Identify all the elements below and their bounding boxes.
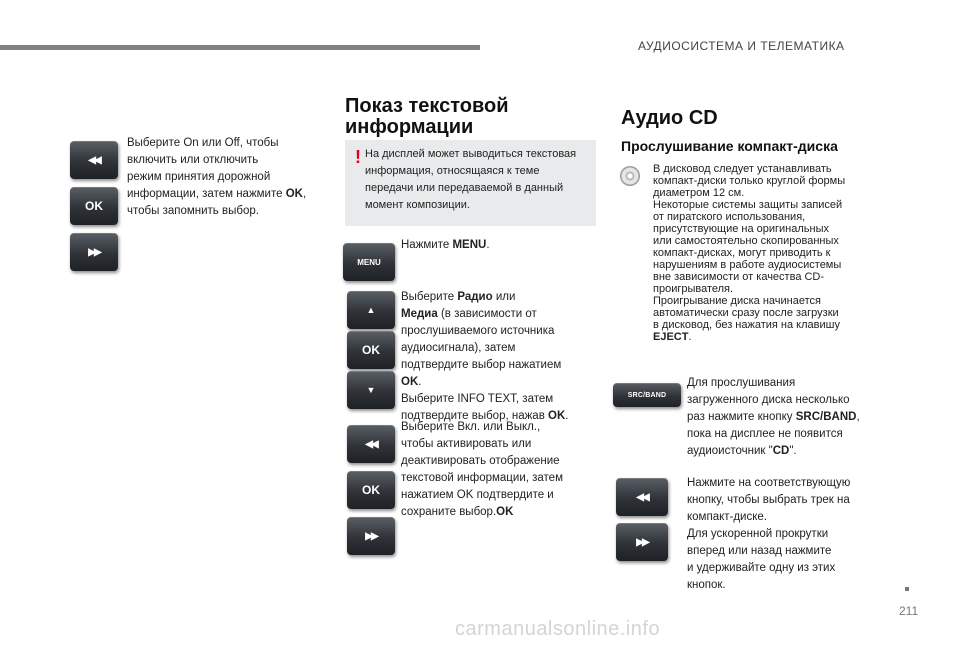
warning-icon: !: [355, 147, 361, 167]
cd-icon: [620, 166, 640, 186]
section-title: АУДИОСИСТЕМА И ТЕЛЕМАТИКА: [638, 39, 845, 53]
rewind-button[interactable]: [347, 425, 395, 463]
src-band-text: Для прослушивания загруженного диска несколько раз нажмите кнопку SRC/BAND, пока на дисплее не появится аудиоисточник "CD".: [687, 377, 860, 457]
down-arrow-icon: ▼: [366, 385, 376, 395]
watermark: carmanualsonline.info: [455, 618, 661, 640]
page-marker: [905, 587, 909, 591]
text-info-title: Показ текстовой информации: [345, 95, 509, 138]
up-button[interactable]: [347, 291, 395, 329]
rewind-icon: ◀◀: [365, 438, 377, 450]
ok-button[interactable]: OK: [347, 471, 395, 509]
step-menu-text: Нажмите MENU.: [401, 239, 490, 251]
ok-button[interactable]: OK: [347, 331, 395, 369]
rewind-icon: ◀◀: [636, 491, 648, 503]
warning-box: ! На дисплей может выводиться текстовая информация, относящаяся к теме передачи или передаваемой в данный момент композиции.: [345, 140, 596, 226]
rewind-button[interactable]: [70, 141, 118, 179]
audio-cd-title: Аудио CD: [621, 107, 718, 129]
step-select-text: Выберите Радио или Медиа (в зависимости от прослушиваемого источника аудиосигнала), затем подтвердите выбор нажатием OK. Выберите INFO TEXT, затем подтвердите выбор, нажав OK.: [401, 291, 569, 422]
step-toggle-text: Выберите Вкл. или Выкл., чтобы активировать или деактивировать отображение текстовой информации, затем нажатием OK подтвердите и сохраните выбор.OK: [401, 421, 563, 518]
forward-button[interactable]: [347, 517, 395, 555]
header-bar: [0, 45, 480, 50]
page-number: 211: [899, 604, 919, 618]
forward-button[interactable]: [616, 523, 668, 561]
forward-icon: ▶▶: [365, 530, 377, 542]
ok-button[interactable]: OK: [70, 187, 118, 225]
src-band-button[interactable]: SRC/BAND: [613, 383, 681, 407]
up-arrow-icon: ▲: [366, 305, 376, 315]
rewind-button[interactable]: [616, 478, 668, 516]
rewind-icon: ◀◀: [88, 154, 100, 166]
down-button[interactable]: [347, 371, 395, 409]
forward-icon: ▶▶: [636, 536, 648, 548]
left-instructions: Выберите On или Off, чтобы включить или отключить режим принятия дорожной информации, затем нажмите OK, чтобы запомнить выбор.: [127, 137, 307, 217]
track-select-text: Нажмите на соответствующую кнопку, чтобы выбрать трек на компакт-диске. Для ускоренной прокрутки вперед или назад нажмите и удерживайте одну из этих кнопок.: [687, 477, 851, 591]
cd-info-text: В дисковод следует устанавливать компакт-диски только круглой формы диаметром 12 см. Некоторые системы защиты записей от пиратского использования, присутствующие на оригинальных или самостоятельно скопированных компакт-дисках, могут приводить к нарушениям в работе аудиосистемы вне зависимости от качества CD- проигрывателя. Проигрывание диска начинается автоматически сразу после загрузки в дисковод, без нажатия на клавишу EJECT.: [653, 163, 846, 343]
forward-icon: ▶▶: [88, 246, 100, 258]
menu-button[interactable]: MENU: [343, 243, 395, 281]
forward-button[interactable]: [70, 233, 118, 271]
cd-playback-subtitle: Прослушивание компакт-диска: [621, 138, 838, 154]
